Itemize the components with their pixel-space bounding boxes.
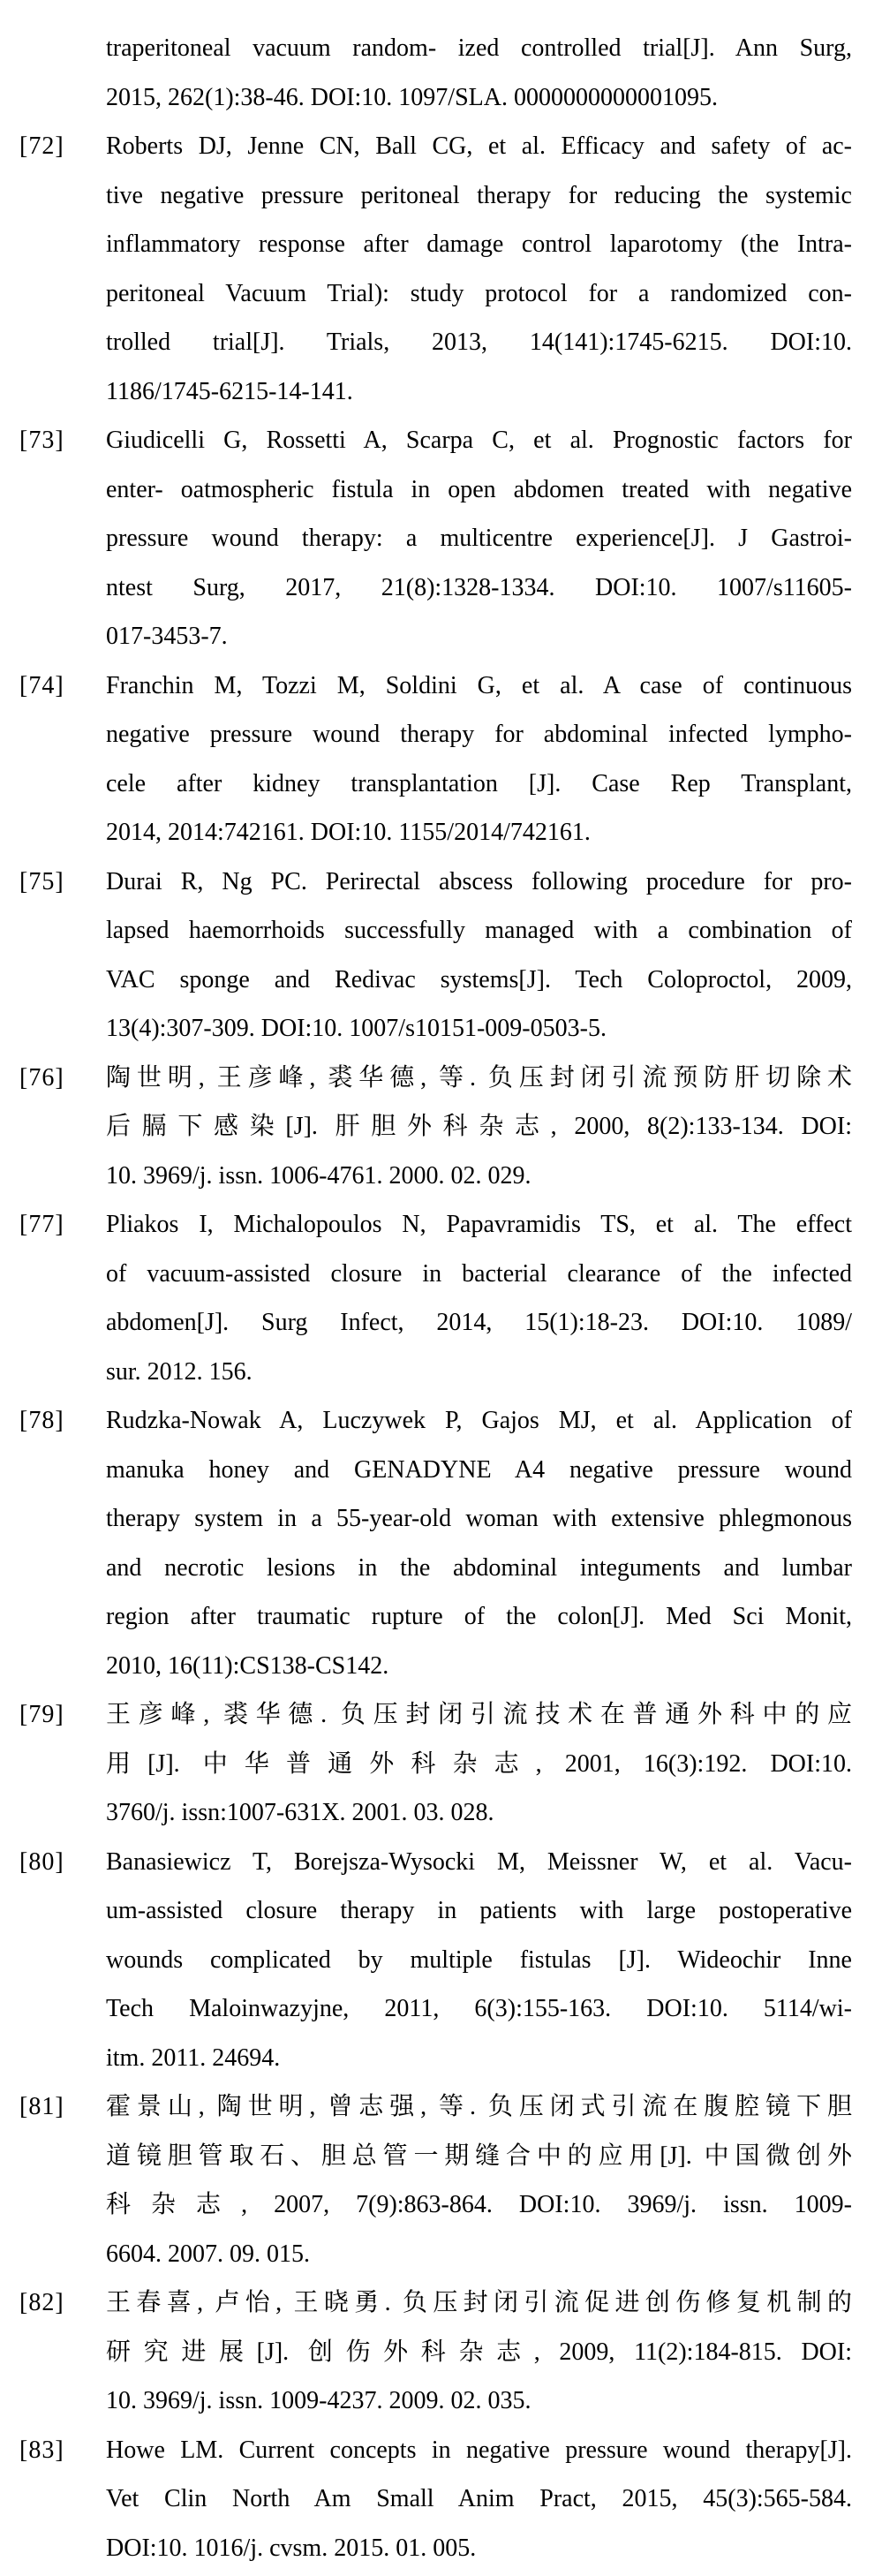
reference-line: Franchin M, Tozzi M, Soldini G, et al. A case of continuous bbox=[106, 671, 852, 699]
reference-item bbox=[0, 2278, 882, 2426]
reference-line: lapsed haemorrhoids successfully managed with a combination of bbox=[106, 917, 852, 944]
reference-label: [73] bbox=[19, 427, 64, 454]
reference-line: Tech Maloinwazyjne, 2011, 6(3):155-163. DOI:10. 5114/wi- bbox=[106, 1995, 852, 2022]
reference-line: 科杂志, 2007, 7(9):863-864. DOI:10. 3969/j. issn. 1009- bbox=[106, 2191, 852, 2218]
reference-line: VAC sponge and Redivac systems[J]. Tech Coloproctol, 2009, bbox=[106, 965, 852, 993]
reference-line: traperitoneal vacuum random- ized controlled trial[J]. Ann Surg, bbox=[106, 34, 852, 62]
reference-line: trolled trial[J]. Trials, 2013, 14(141):1745-6215. DOI:10. bbox=[106, 329, 852, 356]
reference-line: DOI:10. 1016/j. cvsm. 2015. 01. 005. bbox=[106, 2534, 477, 2562]
reference-item bbox=[0, 1054, 882, 1201]
reference-line: Pliakos I, Michalopoulos N, Papavramidis TS, et al. The effect bbox=[106, 1211, 852, 1238]
reference-line: inflammatory response after damage control laparotomy (the Intra- bbox=[106, 230, 852, 258]
reference-list bbox=[0, 24, 882, 2572]
reference-line: 道镜胆管取石、胆总管一期缝合中的应用[J]. 中国微创外 bbox=[106, 2142, 852, 2170]
reference-line: 10. 3969/j. issn. 1009-4237. 2009. 02. 035. bbox=[106, 2387, 531, 2414]
reference-line: pressure wound therapy: a multicentre experience[J]. J Gastroi- bbox=[106, 525, 852, 552]
reference-line: 陶世明, 王彦峰, 裘华德, 等. 负压封闭引流预防肝切除术 bbox=[106, 1063, 852, 1092]
reference-item bbox=[0, 416, 882, 661]
reference-item bbox=[0, 2082, 882, 2278]
reference-label: [83] bbox=[19, 2436, 64, 2464]
reference-line: of vacuum-assisted closure in bacterial clearance of the infected bbox=[106, 1259, 852, 1288]
reference-label: [76] bbox=[19, 1063, 64, 1092]
reference-label: [79] bbox=[19, 1701, 64, 1728]
reference-item bbox=[0, 1200, 882, 1396]
reference-line: 霍景山, 陶世明, 曾志强, 等. 负压闭式引流在腹腔镜下胆 bbox=[106, 2093, 852, 2120]
reference-line: enter- oatmospheric fistula in open abdomen treated with negative bbox=[106, 475, 852, 503]
reference-label: [80] bbox=[19, 1847, 64, 1876]
reference-item bbox=[0, 1396, 882, 1690]
reference-line: 2010, 16(11):CS138-CS142. bbox=[106, 1651, 389, 1680]
reference-label: [72] bbox=[19, 132, 64, 160]
reference-label: [75] bbox=[19, 867, 64, 895]
reference-line: 研究进展[J]. 创伤外科杂志, 2009, 11(2):184-815. DOI: bbox=[106, 2338, 852, 2366]
reference-line: Vet Clin North Am Small Anim Pract, 2015, 45(3):565-584. bbox=[106, 2485, 852, 2512]
reference-line: 后膈下感染[J]. 肝胆外科杂志, 2000, 8(2):133-134. DOI: bbox=[106, 1113, 852, 1140]
reference-line: 2014, 2014:742161. DOI:10. 1155/2014/742161. bbox=[106, 819, 591, 846]
reference-line: 3760/j. issn:1007-631X. 2001. 03. 028. bbox=[106, 1799, 494, 1826]
reference-line: negative pressure wound therapy for abdominal infected lympho- bbox=[106, 721, 852, 748]
reference-line: Durai R, Ng PC. Perirectal abscess following procedure for pro- bbox=[106, 867, 852, 895]
reference-item bbox=[0, 1690, 882, 1838]
reference-item bbox=[0, 2426, 882, 2573]
reference-line: and necrotic lesions in the abdominal integuments and lumbar bbox=[106, 1553, 852, 1582]
reference-line: 王彦峰, 裘华德. 负压封闭引流技术在普通外科中的应 bbox=[106, 1701, 852, 1728]
reference-line: 6604. 2007. 09. 015. bbox=[106, 2240, 310, 2268]
reference-item bbox=[0, 661, 882, 857]
reference-line: itm. 2011. 24694. bbox=[106, 2043, 281, 2072]
reference-item bbox=[0, 857, 882, 1054]
reference-item bbox=[0, 1838, 882, 2083]
reference-line: Rudzka-Nowak A, Luczywek P, Gajos MJ, et al. Application of bbox=[106, 1407, 852, 1434]
reference-line: sur. 2012. 156. bbox=[106, 1357, 253, 1386]
reference-line: 王春喜, 卢怡, 王晓勇. 负压封闭引流促进创伤修复机制的 bbox=[106, 2289, 852, 2316]
reference-line: 017-3453-7. bbox=[106, 623, 228, 650]
reference-line: 13(4):307-309. DOI:10. 1007/s10151-009-0503-5. bbox=[106, 1015, 607, 1042]
reference-line: Roberts DJ, Jenne CN, Ball CG, et al. Efficacy and safety of ac- bbox=[106, 132, 852, 160]
reference-line: abdomen[J]. Surg Infect, 2014, 15(1):18-23. DOI:10. 1089/ bbox=[106, 1309, 852, 1336]
reference-item bbox=[0, 24, 882, 122]
reference-line: cele after kidney transplantation [J]. Case Rep Transplant, bbox=[106, 769, 852, 797]
reference-line: 用[J]. 中华普通外科杂志, 2001, 16(3):192. DOI:10. bbox=[106, 1749, 852, 1778]
reference-line: tive negative pressure peritoneal therapy for reducing the systemic bbox=[106, 181, 852, 209]
reference-line: ntest Surg, 2017, 21(8):1328-1334. DOI:10. 1007/s11605- bbox=[106, 573, 852, 601]
reference-line: wounds complicated by multiple fistulas [J]. Wideochir Inne bbox=[106, 1945, 852, 1974]
reference-label: [81] bbox=[19, 2093, 64, 2120]
reference-item bbox=[0, 122, 882, 416]
reference-line: region after traumatic rupture of the colon[J]. Med Sci Monit, bbox=[106, 1603, 852, 1630]
reference-line: 10. 3969/j. issn. 1006-4761. 2000. 02. 029. bbox=[106, 1161, 531, 1190]
reference-line: peritoneal Vacuum Trial): study protocol for a randomized con- bbox=[106, 279, 852, 307]
reference-line: manuka honey and GENADYNE A4 negative pressure wound bbox=[106, 1455, 852, 1484]
reference-line: Giudicelli G, Rossetti A, Scarpa C, et al. Prognostic factors for bbox=[106, 427, 852, 454]
reference-line: 2015, 262(1):38-46. DOI:10. 1097/SLA. 0000000000001095. bbox=[106, 83, 718, 111]
reference-line: Howe LM. Current concepts in negative pressure wound therapy[J]. bbox=[106, 2436, 852, 2464]
reference-line: Banasiewicz T, Borejsza-Wysocki M, Meissner W, et al. Vacu- bbox=[106, 1847, 852, 1876]
reference-label: [77] bbox=[19, 1211, 64, 1238]
reference-line: um-assisted closure therapy in patients with large postoperative bbox=[106, 1897, 852, 1924]
reference-label: [82] bbox=[19, 2289, 64, 2316]
reference-line: 1186/1745-6215-14-141. bbox=[106, 377, 353, 405]
reference-line: therapy system in a 55-year-old woman with extensive phlegmonous bbox=[106, 1505, 852, 1532]
reference-label: [78] bbox=[19, 1407, 64, 1434]
reference-label: [74] bbox=[19, 671, 64, 699]
